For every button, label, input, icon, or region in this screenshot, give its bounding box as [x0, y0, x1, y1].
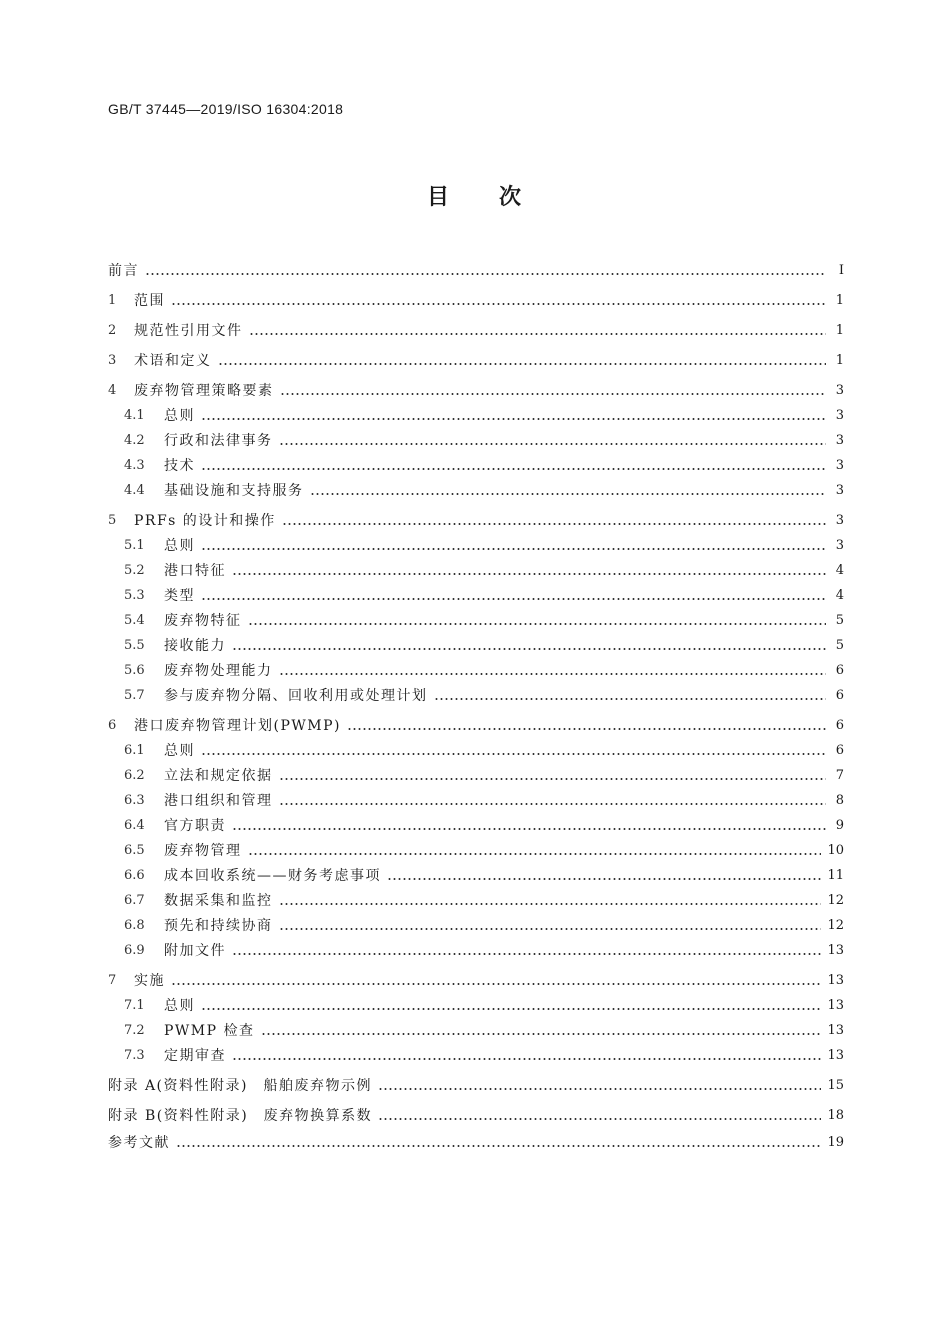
toc-entry[interactable]	[108, 379, 844, 401]
toc-entry-number: 6.1	[124, 742, 145, 758]
toc-entry-number: 5.2	[124, 562, 145, 578]
toc-entry-label: 立法和规定依据	[164, 768, 273, 784]
toc-entry[interactable]	[108, 994, 844, 1016]
toc-entry-number: 6.4	[124, 817, 145, 833]
toc-entry-label: 总则	[164, 408, 195, 424]
toc-leader-dots	[387, 868, 821, 882]
toc-entry[interactable]	[108, 739, 844, 761]
page-title	[0, 180, 950, 211]
toc-entry-page: 10	[827, 842, 844, 858]
toc-entry-number: 4.2	[124, 432, 145, 448]
toc-leader-dots	[249, 323, 827, 337]
toc-leader-dots	[434, 688, 827, 702]
toc-entry-page: 6	[835, 687, 844, 703]
toc-entry-label: 总则	[164, 998, 195, 1014]
toc-entry-number: 5.5	[124, 637, 145, 653]
toc-leader-dots	[232, 638, 826, 652]
toc-entry[interactable]	[108, 1044, 844, 1066]
toc-leader-dots	[279, 663, 827, 677]
toc-entry-page: 13	[827, 997, 844, 1013]
toc-entry-page: 1	[835, 352, 844, 368]
toc-entry-page: 12	[827, 917, 844, 933]
toc-entry-page: 8	[835, 792, 844, 808]
toc-entry[interactable]	[108, 1131, 844, 1153]
toc-entry[interactable]	[108, 914, 844, 936]
toc-leader-dots	[261, 1023, 822, 1037]
toc-entry-page: 3	[835, 432, 844, 448]
toc-leader-dots	[171, 293, 826, 307]
toc-entry-number: 6.8	[124, 917, 145, 933]
toc-leader-dots	[232, 563, 826, 577]
toc-entry-label: 成本回收系统——财务考虑事项	[164, 868, 381, 884]
toc-entry-label: 类型	[164, 588, 195, 604]
toc-leader-dots	[171, 973, 821, 987]
toc-leader-dots	[145, 263, 826, 277]
toc-entry[interactable]	[108, 864, 844, 886]
toc-entry-page: 1	[835, 292, 844, 308]
toc-entry-label: 定期审查	[164, 1048, 226, 1064]
toc-entry[interactable]	[108, 454, 844, 476]
toc-entry-page: 6	[835, 742, 844, 758]
toc-entry-label: 附录 B(资料性附录) 废弃物换算系数	[108, 1108, 373, 1124]
toc-entry-number: 5.1	[124, 537, 145, 553]
toc-entry-page: 13	[827, 1022, 844, 1038]
toc-entry-label: 附录 A(资料性附录) 船舶废弃物示例	[108, 1078, 372, 1094]
toc-entry-number: 5.4	[124, 612, 145, 628]
toc-entry-page: 3	[835, 512, 844, 528]
toc-entry-page: 15	[827, 1077, 844, 1093]
toc-leader-dots	[201, 743, 826, 757]
toc-entry[interactable]	[108, 289, 844, 311]
toc-entry[interactable]	[108, 584, 844, 606]
toc-entry-page: 7	[835, 767, 844, 783]
toc-entry-label: 基础设施和支持服务	[164, 483, 304, 499]
toc-entry-number: 4.3	[124, 457, 145, 473]
toc-entry-number: 5	[108, 512, 117, 528]
toc-entry-number: 6.6	[124, 867, 145, 883]
toc-entry[interactable]	[108, 319, 844, 341]
toc-entry-label: 接收能力	[164, 638, 226, 654]
document-header: GB/T 37445—2019/ISO 16304:2018	[108, 101, 344, 117]
toc-leader-dots	[279, 768, 827, 782]
toc-entry[interactable]	[108, 1074, 844, 1096]
toc-entry[interactable]	[108, 659, 844, 681]
toc-entry-page: 4	[835, 587, 844, 603]
toc-entry-label: 实施	[134, 973, 165, 989]
toc-entry[interactable]	[108, 684, 844, 706]
toc-entry-label: 港口废弃物管理计划(PWMP)	[134, 718, 341, 734]
toc-leader-dots	[282, 513, 826, 527]
toc-entry-number: 3	[108, 352, 117, 368]
toc-entry-label: 官方职责	[164, 818, 226, 834]
toc-entry[interactable]	[108, 479, 844, 501]
toc-entry[interactable]	[108, 509, 844, 531]
toc-entry-label: 参考文献	[108, 1135, 170, 1151]
toc-leader-dots	[232, 1048, 821, 1062]
toc-entry[interactable]	[108, 939, 844, 961]
toc-entry[interactable]	[108, 789, 844, 811]
toc-leader-dots	[176, 1135, 821, 1149]
toc-entry-number: 6.9	[124, 942, 145, 958]
toc-entry-label: 规范性引用文件	[134, 323, 243, 339]
toc-entry-number: 5.3	[124, 587, 145, 603]
toc-entry-label: 废弃物管理	[164, 843, 242, 859]
toc-entry[interactable]	[108, 404, 844, 426]
toc-entry[interactable]	[108, 259, 844, 281]
toc-leader-dots	[347, 718, 826, 732]
toc-entry-label: 废弃物特征	[164, 613, 242, 629]
toc-leader-dots	[201, 458, 826, 472]
toc-entry-number: 6.5	[124, 842, 145, 858]
toc-leader-dots	[279, 893, 822, 907]
toc-entry-label: 前言	[108, 263, 139, 279]
toc-entry-number: 2	[108, 322, 117, 338]
toc-entry-number: 4	[108, 382, 117, 398]
toc-entry-label: 数据采集和监控	[164, 893, 273, 909]
toc-entry[interactable]	[108, 889, 844, 911]
toc-entry-number: 6	[108, 717, 117, 733]
toc-entry-number: 4.1	[124, 407, 145, 423]
toc-entry-page: 3	[835, 482, 844, 498]
toc-leader-dots	[201, 588, 826, 602]
toc-leader-dots	[232, 943, 821, 957]
toc-leader-dots	[248, 843, 822, 857]
toc-entry-number: 7	[108, 972, 117, 988]
toc-leader-dots	[232, 818, 826, 832]
toc-leader-dots	[279, 793, 827, 807]
toc-entry-page: 13	[827, 1047, 844, 1063]
toc-leader-dots	[201, 408, 826, 422]
toc-entry[interactable]	[108, 1019, 844, 1041]
toc-entry-number: 1	[108, 292, 117, 308]
toc-entry-label: 港口特征	[164, 563, 226, 579]
toc-entry-label: PRFs 的设计和操作	[134, 513, 276, 529]
toc-entry-number: 5.7	[124, 687, 145, 703]
toc-entry-label: 行政和法律事务	[164, 433, 273, 449]
toc-entry-page: 3	[835, 382, 844, 398]
toc-entry-page: 12	[827, 892, 844, 908]
toc-entry-label: PWMP 检查	[164, 1023, 255, 1039]
toc-entry[interactable]	[108, 634, 844, 656]
toc-entry-number: 7.1	[124, 997, 145, 1013]
toc-entry[interactable]	[108, 764, 844, 786]
toc-entry-label: 废弃物处理能力	[164, 663, 273, 679]
toc-entry-page: 1	[835, 322, 844, 338]
toc-entry-number: 5.6	[124, 662, 145, 678]
toc-entry-page: 6	[835, 717, 844, 733]
toc-entry[interactable]	[108, 714, 844, 736]
toc-entry-page: 19	[827, 1134, 844, 1150]
toc-entry-label: 术语和定义	[134, 353, 212, 369]
toc-leader-dots	[378, 1078, 821, 1092]
toc-entry-number: 6.2	[124, 767, 145, 783]
toc-entry-page: 13	[827, 942, 844, 958]
toc-entry-page: 3	[835, 537, 844, 553]
toc-entry-page: Ⅰ	[838, 262, 844, 278]
toc-entry-page: 5	[835, 612, 844, 628]
toc-entry-label: 附加文件	[164, 943, 226, 959]
toc-entry[interactable]	[108, 839, 844, 861]
toc-entry-label: 废弃物管理策略要素	[134, 383, 274, 399]
toc-entry[interactable]	[108, 559, 844, 581]
toc-entry-label: 总则	[164, 743, 195, 759]
toc-entry-label: 参与废弃物分隔、回收利用或处理计划	[164, 688, 428, 704]
toc-entry-label: 港口组织和管理	[164, 793, 273, 809]
toc-entry-page: 13	[827, 972, 844, 988]
toc-leader-dots	[378, 1108, 821, 1122]
title-char-2: 次	[499, 185, 524, 210]
toc-entry-number: 7.2	[124, 1022, 145, 1038]
toc-leader-dots	[280, 383, 827, 397]
toc-leader-dots	[279, 433, 827, 447]
toc-leader-dots	[248, 613, 827, 627]
toc-entry-page: 3	[835, 407, 844, 423]
toc-entry-page: 4	[835, 562, 844, 578]
toc-leader-dots	[218, 353, 827, 367]
toc-entry-page: 9	[835, 817, 844, 833]
toc-entry-label: 范围	[134, 293, 165, 309]
toc-entry[interactable]	[108, 969, 844, 991]
toc-entry[interactable]	[108, 1104, 844, 1126]
toc-leader-dots	[201, 538, 826, 552]
toc-entry-number: 4.4	[124, 482, 145, 498]
toc-entry-label: 技术	[164, 458, 195, 474]
toc-entry-number: 7.3	[124, 1047, 145, 1063]
toc-entry-label: 预先和持续协商	[164, 918, 273, 934]
toc-entry[interactable]	[108, 349, 844, 371]
toc-entry-number: 6.3	[124, 792, 145, 808]
toc-entry-page: 5	[835, 637, 844, 653]
toc-entry-number: 6.7	[124, 892, 145, 908]
toc-entry-page: 3	[835, 457, 844, 473]
toc-entry-page: 11	[827, 867, 844, 883]
toc-entry-label: 总则	[164, 538, 195, 554]
toc-entry[interactable]	[108, 814, 844, 836]
toc-entry[interactable]	[108, 534, 844, 556]
toc-entry-page: 6	[835, 662, 844, 678]
toc-entry-page: 18	[827, 1107, 844, 1123]
title-char-1: 目	[426, 185, 451, 210]
toc-entry[interactable]	[108, 609, 844, 631]
toc-leader-dots	[310, 483, 827, 497]
toc-leader-dots	[201, 998, 821, 1012]
toc-leader-dots	[279, 918, 822, 932]
toc-entry[interactable]	[108, 429, 844, 451]
